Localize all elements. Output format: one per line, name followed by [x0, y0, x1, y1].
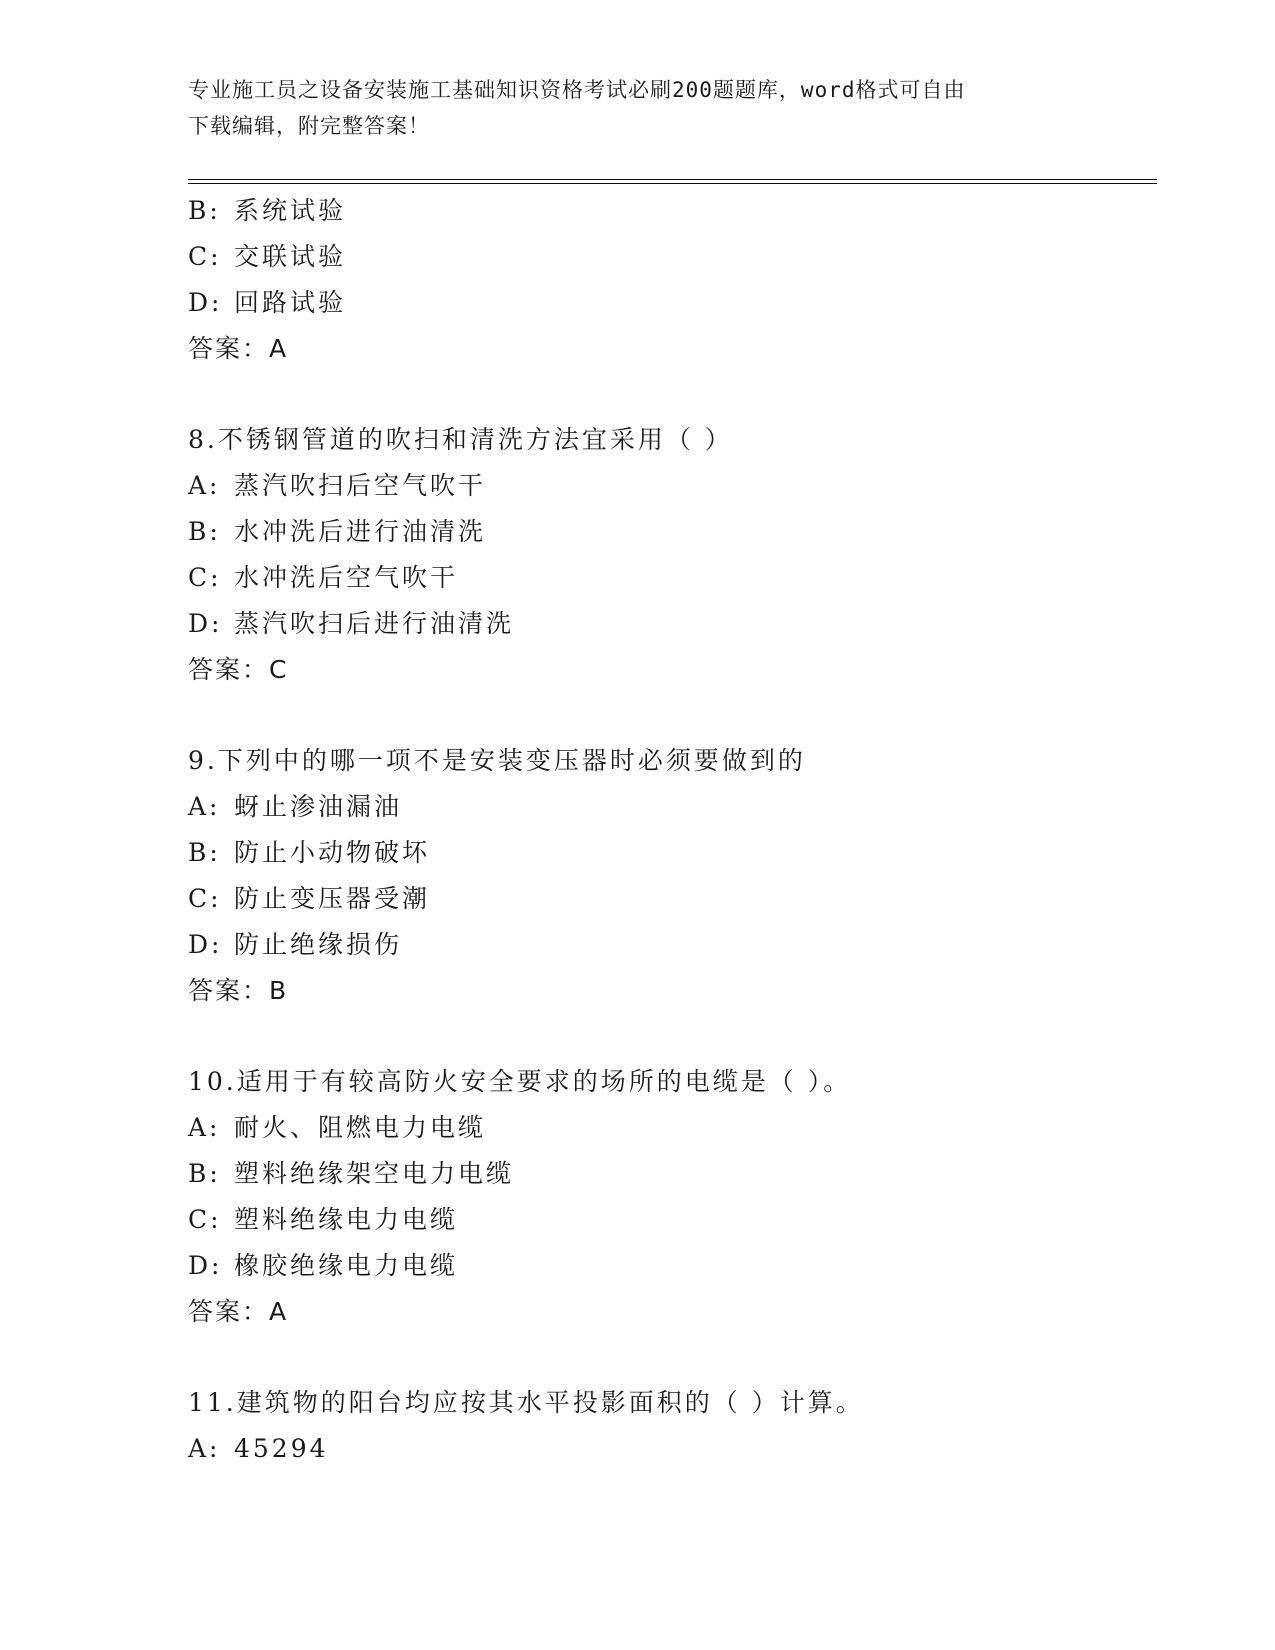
- option-key: C:: [188, 884, 222, 913]
- option-key: A:: [188, 1113, 221, 1142]
- option-line: [188, 1105, 1157, 1151]
- option-text: 防止小动物破坏: [234, 838, 431, 867]
- option-key: B:: [188, 1159, 221, 1188]
- option-key: D:: [188, 1251, 223, 1280]
- option-text: 系统试验: [234, 196, 347, 225]
- option-key: B:: [188, 838, 221, 867]
- option-text: 耐火、阻燃电力电缆: [234, 1113, 487, 1142]
- question-stem: 10.适用于有较高防火安全要求的场所的电缆是（ ）。: [188, 1067, 852, 1096]
- option-text: 塑料绝缘架空电力电缆: [234, 1159, 515, 1188]
- option-line: [188, 922, 1157, 968]
- option-line: [188, 830, 1157, 876]
- option-text: 防止变压器受潮: [234, 884, 431, 913]
- option-key: D:: [188, 288, 223, 317]
- option-line: [188, 1151, 1157, 1197]
- option-key: B:: [188, 517, 221, 546]
- option-text: 回路试验: [234, 288, 347, 317]
- document-header: [188, 72, 1068, 144]
- option-text: 水冲洗后空气吹干: [234, 563, 459, 592]
- option-key: A:: [188, 1434, 221, 1463]
- option-line: [188, 1197, 1157, 1243]
- question-10: [188, 1059, 1157, 1335]
- header-divider-top: [188, 179, 1157, 180]
- question-list: [188, 188, 1157, 1472]
- question-9: [188, 738, 1157, 1014]
- option-line: [188, 188, 1157, 234]
- option-text: 橡胶绝缘电力电缆: [234, 1251, 459, 1280]
- option-line: [188, 280, 1157, 326]
- question-stem: 9.下列中的哪一项不是安装变压器时必须要做到的: [188, 746, 806, 775]
- option-line: [188, 876, 1157, 922]
- option-key: D:: [188, 609, 223, 638]
- option-text: 蒸汽吹扫后进行油清洗: [234, 609, 515, 638]
- question-11: [188, 1380, 1157, 1472]
- option-text: 蒸汽吹扫后空气吹干: [234, 471, 487, 500]
- option-text: 蚜止渗油漏油: [234, 792, 403, 821]
- answer-line: 答案：A: [188, 334, 289, 363]
- question-stem: 11.建筑物的阳台均应按其水平投影面积的（ ）计算。: [188, 1388, 864, 1417]
- option-line: [188, 1243, 1157, 1289]
- header-line-1: 专业施工员之设备安装施工基础知识资格考试必刷200题题库，word格式可自由: [188, 78, 966, 102]
- option-text: 防止绝缘损伤: [234, 930, 403, 959]
- option-text: 水冲洗后进行油清洗: [234, 517, 487, 546]
- option-line: [188, 234, 1157, 280]
- option-text: 塑料绝缘电力电缆: [234, 1205, 459, 1234]
- option-key: A:: [188, 792, 221, 821]
- answer-line: 答案：C: [188, 655, 289, 684]
- option-line: [188, 463, 1157, 509]
- option-text: 交联试验: [234, 242, 347, 271]
- answer-line: 答案：A: [188, 1297, 289, 1326]
- question-stem: 8.不锈钢管道的吹扫和清洗方法宜采用（ ）: [188, 425, 733, 454]
- option-text: 45294: [234, 1434, 329, 1463]
- option-key: C:: [188, 242, 222, 271]
- option-key: A:: [188, 471, 221, 500]
- option-key: B:: [188, 196, 221, 225]
- option-key: C:: [188, 1205, 222, 1234]
- option-line: [188, 555, 1157, 601]
- option-key: C:: [188, 563, 222, 592]
- option-key: D:: [188, 930, 223, 959]
- question-7-continued: [188, 188, 1157, 372]
- option-line: [188, 601, 1157, 647]
- header-line-2: 下载编辑，附完整答案！: [188, 114, 430, 138]
- option-line: [188, 784, 1157, 830]
- header-divider-bottom: [188, 183, 1157, 184]
- question-8: [188, 417, 1157, 693]
- option-line: [188, 1426, 1157, 1472]
- answer-line: 答案：B: [188, 976, 289, 1005]
- option-line: [188, 509, 1157, 555]
